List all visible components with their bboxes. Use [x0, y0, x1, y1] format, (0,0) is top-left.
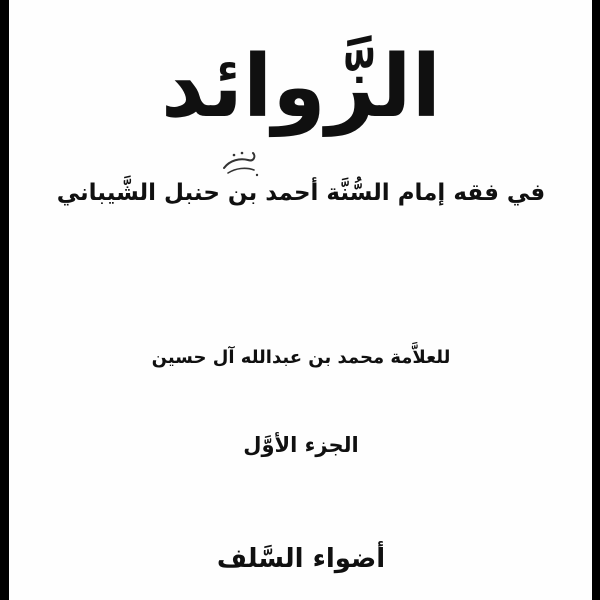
calligrapher-flourish-icon — [220, 146, 262, 180]
scan-edge-bar-left — [0, 0, 9, 600]
publisher-name: أضواء السَّلف — [216, 544, 386, 574]
volume-label: الجزء الأوَّل — [243, 433, 359, 457]
scan-edge-bar-right — [592, 0, 600, 600]
book-subtitle: في فقه إمام السُّنَّة أحمد بن حنبل الشَّيباني — [56, 180, 546, 206]
book-title: الزَّوائد — [160, 37, 442, 137]
book-author: للعلاَّمة محمد بن عبدالله آل حسين — [151, 347, 451, 368]
